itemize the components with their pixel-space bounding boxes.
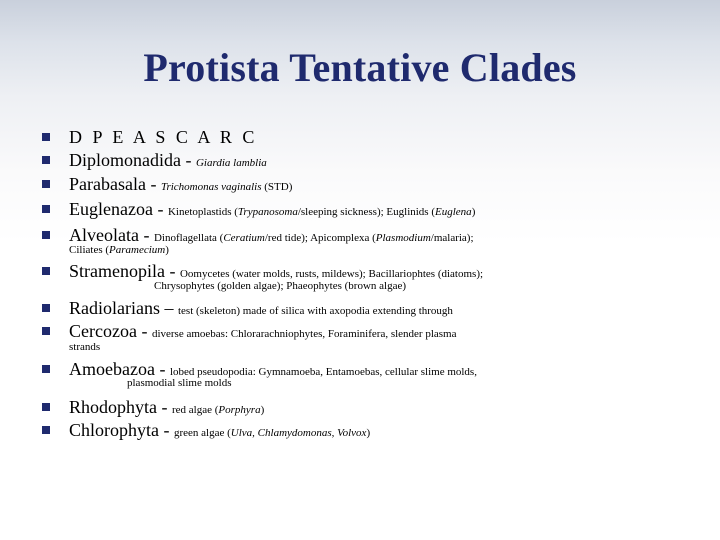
list-item: [69, 420, 370, 441]
bullet-marker: [42, 231, 50, 239]
list-item: [69, 127, 257, 148]
clade-name: Amoebazoa -: [69, 359, 170, 379]
clade-name: Cercozoa -: [69, 321, 152, 341]
clade-name: Parabasala -: [69, 174, 161, 194]
clade-description: ): [471, 206, 476, 218]
clade-name: Rhodophyta -: [69, 397, 172, 417]
list-item: [69, 150, 267, 171]
clade-description: green algae (: [174, 427, 231, 439]
bullet-marker: [42, 205, 50, 213]
clade-description: ): [366, 427, 371, 439]
clade-name: Stramenopila -: [69, 261, 180, 281]
clade-description: ): [260, 404, 265, 416]
clade-description: Paramecium: [109, 244, 166, 256]
list-item: [69, 199, 475, 220]
clade-description: Ceratium: [223, 232, 265, 244]
clade-description: lobed pseudopodia: Gymnamoeba, Entamoebas, cellular slime molds,: [169, 366, 477, 378]
clade-description: red algae (: [172, 404, 219, 416]
clade-description: Trichomonas vaginalis: [160, 181, 262, 193]
list-item: [69, 174, 292, 195]
clade-description: Euglena: [435, 206, 472, 218]
clade-description: Trypanosoma: [237, 206, 298, 218]
list-item: [69, 397, 264, 418]
clade-description: /malaria);: [430, 232, 474, 244]
clade-description-continued: [69, 244, 169, 256]
clade-description: Dinoflagellata (: [153, 232, 224, 244]
clade-description: /sleeping sickness); Euglinids (: [297, 206, 436, 218]
list-item: [69, 298, 453, 319]
clade-description: Giardia lamblia: [195, 157, 267, 169]
clade-description: Plasmodium: [375, 232, 431, 244]
clade-description: Ulva, Chlamydomonas, Volvox: [230, 427, 367, 439]
bullet-marker: [42, 133, 50, 141]
clade-description-continued: Chrysophytes (golden algae); Phaeophytes (brown algae): [154, 280, 407, 292]
clade-description: (STD): [261, 181, 293, 193]
clade-description: /red tide); Apicomplexa (: [264, 232, 376, 244]
clade-description-continued: strands: [69, 341, 101, 353]
clade-name: Radiolarians –: [69, 298, 178, 318]
clade-acronym: D P E A S C A R C: [69, 127, 258, 147]
page-title: Protista Tentative Clades: [143, 45, 577, 90]
bullet-marker: [42, 403, 50, 411]
clade-description: diverse amoebas: Chlorarachniophytes, Foraminifera, slender plasma: [151, 328, 457, 340]
bullet-marker: [42, 426, 50, 434]
clade-description: Kinetoplastids (: [167, 206, 238, 218]
bullet-marker: [42, 156, 50, 164]
clade-name: Diplomonadida -: [69, 150, 196, 170]
clade-description: Oomycetes (water molds, rusts, mildews); Bacillariophtes (diatoms);: [179, 268, 484, 280]
clade-description-continued: plasmodial slime molds: [127, 377, 232, 389]
bullet-marker: [42, 365, 50, 373]
list-item: [69, 225, 474, 246]
clade-description: Ciliates (: [69, 244, 110, 256]
clade-description: ): [165, 244, 169, 256]
bullet-marker: [42, 327, 50, 335]
clade-name: Alveolata -: [69, 225, 154, 245]
clade-description: test (skeleton) made of silica with axopodia extending through: [177, 305, 453, 317]
clade-name: Chlorophyta -: [69, 420, 174, 440]
clade-name: Euglenazoa -: [69, 199, 168, 219]
bullet-marker: [42, 304, 50, 312]
list-item: [69, 321, 457, 342]
bullet-marker: [42, 267, 50, 275]
clade-description: Porphyra: [218, 404, 261, 416]
list-item: [69, 261, 483, 282]
bullet-marker: [42, 180, 50, 188]
